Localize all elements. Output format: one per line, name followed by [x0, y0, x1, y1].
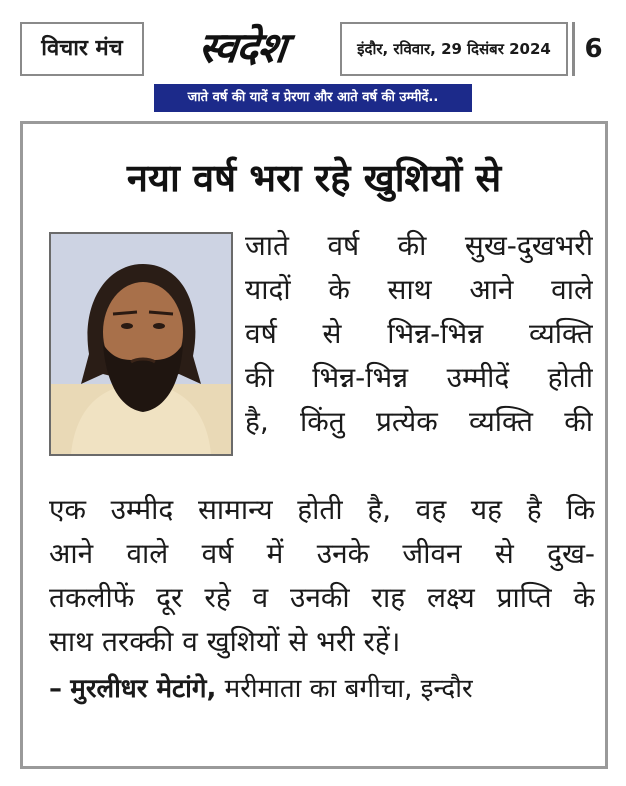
article-box [20, 121, 608, 769]
article-line: जाते वर्ष की सुख-दुखभरी [245, 229, 593, 262]
article-line: एक उम्मीद सामान्य होती है, वह यह है कि [49, 493, 595, 526]
dateline: इंदौर, रविवार, 29 दिसंबर 2024 [340, 22, 568, 76]
section-label: विचार मंच [20, 22, 144, 76]
article-line: तकलीफें दूर रहे व उनकी राह लक्ष्य प्राप्ति के [49, 581, 595, 614]
newspaper-masthead: स्वदेश [196, 23, 288, 72]
article-headline: नया वर्ष भरा रहे खुशियों से [126, 156, 502, 200]
article-line: साथ तरक्की व खुशियों से भरी रहें। [49, 625, 401, 658]
author-byline [49, 664, 595, 714]
article-line: आने वाले वर्ष में उनके जीवन से दुख- [49, 537, 595, 570]
page-header [0, 0, 626, 82]
author-photo [49, 232, 233, 456]
article-text-beside-photo [245, 224, 593, 444]
article-text-full-width [49, 488, 595, 664]
section-tagline: जाते वर्ष की यादें व प्रेरणा और आते वर्ष की उम्मीदें.. [154, 84, 472, 112]
article-line: यादों के साथ आने वाले [245, 273, 593, 306]
article-line: वर्ष से भिन्न-भिन्न व्यक्ति [245, 317, 593, 350]
page-number: 6 [572, 22, 612, 76]
byline-dash: – [49, 674, 62, 704]
article-line: है, किंतु प्रत्येक व्यक्ति की [245, 405, 593, 438]
article-line: की भिन्न-भिन्न उम्मीदें होती [245, 361, 593, 394]
author-location: मरीमाता का बगीचा, इन्दौर [224, 674, 473, 704]
author-name: मुरलीधर मेटांगे, [70, 674, 217, 704]
author-portrait-image [51, 234, 231, 454]
